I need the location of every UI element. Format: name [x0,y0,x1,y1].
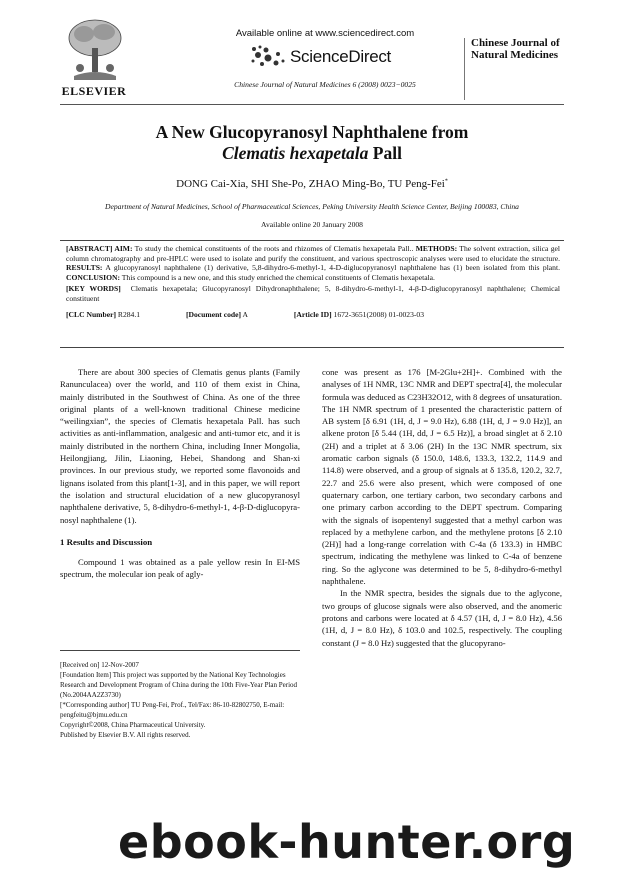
abstract-text: [ABSTRACT] AIM: To study the chemical constituents of the roots and rhizomes of Clematis hexapetala Pall.. METHODS: The solvent extraction, silica gel column chromatography and pre-HPLC were used to isolate and purify the constituent, and various spectroscopic analyses were used to elucidate the structure. RESULTS: A glucopyranosyl naphthalene (1) derivative, 5,8-dihydro-6-methyl-1, 4-D-diglucopyranosyl naphthalene has (1) been isolated from this plant. CONCLUSION: This compound is a new one, and this study enriched the chemical constituents of Clematis hexapetala. [66,244,560,282]
watermark: ebook-hunter.org [118,815,576,869]
article-title: A New Glucopyranosyl Naphthalene from Clematis hexapetala Pall [155,122,469,163]
publisher-name: ELSEVIER [61,84,127,98]
body-column-left [60,366,300,581]
section-heading: 1 Results and Discussion [60,536,153,547]
abstract-box [60,240,564,348]
classification-line: [CLC Number] R284.1 [Document code] A [Article ID] 1672-3651(2008) 01-0023-03 [66,309,425,319]
glucose-paragraph: In the NMR spectra, besides the signals due to the aglycone, two groups of glucose signals were also observed, and the anomeric protons and carbons were located at δ 4.57 (1H, d, J = 8.0 Hz), 4.56 (1H, d, J = 8.0 Hz), δ 103.0 and 102.5, respectively. The coupling constant (J = 8.0 Hz) suggested that the glucopyrano- [322,588,562,648]
nmr-paragraph: cone was present as 176 [M-2Glu+2H]+. Combined with the analyses of 1H NMR, 13C NMR and DEPT spectra[4], the molecular formula was deduced as C23H32O12, with 8 degrees of unsaturation. The 1H NMR spectrum of 1 presented the characteristic pattern of AB system [δ 6.91 (1H, d, J = 9.0 Hz), 6.88 (1H, d, J = 9.0 Hz)], an alkene proton [δ 5.44 (1H, dd, J = 6.5 Hz)], a broad singlet at δ 2.10 (2H) and a triplet at δ 3.06 (2H) In the 13C NMR spectrum, six aromatic carbon signals (δ 150.0, 148.6, 133.3, 132.2, 114.9 and 114.8) were observed, and a group of signals at δ 135.8, 120.2, 32.7, 22.7 and 25.6 were also present, which were composed of one quaternary carbon, one tertiary carbon, two secondary carbons and one primary carbon according to the DEPT spectrum. Comparing with the signals of isopentenyl suggested that a methyl carbon was replaced by a methylene carbon, and the methylene protons [δ 2.10 (2H)] had a long-range correlation with C-4a (δ 133.3) in HMBC spectrum, indicating the methylene was linked to C-4a of benzene ring. So the aglycone was determined to be 5, 8-dihydro-6-methyl naphthalene. [322,367,562,587]
sciencedirect-dots-icon [248,44,288,70]
foundation-item: [Foundation Item] This project was supported by the National Key Technologies Research and Development Program of China during the 10th Five-Year Plan Period (No.2004AA2Z3730) [60,671,298,699]
journal-citation-line: Chinese Journal of Natural Medicines 6 (2008) 0023−0025 [234,80,416,89]
publisher-rights: Published by Elsevier B.V. All rights reserved. [60,731,191,739]
journal-header [60,14,564,106]
header-divider [60,104,564,105]
intro-paragraph: There are about 300 species of Clematis genus plants (Family Ranunculacea) over the world, and 110 of them exist in China, mainly distributed in the Southwest of China. As one of the three original plants of a well-known traditional Chinese medicine “weilingxian”, the species of Clematis hexapetala Pall. has such activities as anti-inflammation, analgesic and anti-tumor etc, and it is mainly distributed in the northern China, including Inner Mongolia, Heilongjiang, Jilin, Liaoning, Hebei, Shandong and Shan-xi provinces. In our previous study, we reported some flavonoids and lignans isolated from this plant[1-3], and in this paper, we will report the isolation and structural elucidation of a new glucopyranosyl naphthalene derivative, 5, 8-dihydro-6-methyl-1, 4-β-D-diglucopyra-nosyl naphthalene (1). [60,367,300,525]
elsevier-logo [60,18,128,102]
journal-name: Chinese Journal of Natural Medicines [464,38,564,100]
author-list: DONG Cai-Xia, SHI She-Po, ZHAO Ming-Bo, TU Peng-Fei* [176,178,448,190]
elsevier-tree-icon [66,18,124,82]
footnote-divider [60,650,300,651]
available-online-link[interactable]: Available online at www.sciencedirect.com [235,28,415,39]
sciencedirect-logo[interactable] [248,44,408,70]
affiliation: Department of Natural Medicines, School of Pharmaceutical Sciences, Peking University Health Science Center, Beijing 100083, China [105,202,519,211]
sciencedirect-wordmark: ScienceDirect [290,47,391,66]
keywords: [KEY WORDS] Clematis hexapetala; Glucopyranosyl Dihydronaphthalene; 5, 8-dihydro-6-methyl-1, 4-β-D-diglucopyranosyl naphthalene; Chemical constituent [66,284,561,303]
footnotes [60,660,300,740]
available-online-date: Available online 20 January 2008 [261,220,363,229]
results-paragraph: Compound 1 was obtained as a pale yellow resin In EI-MS spectrum, the molecular ion peak of agly- [60,557,300,580]
body-column-right [322,366,562,649]
corresponding-author: [*Corresponding author] TU Peng-Fei, Prof., Tel/Fax: 86-10-82802750, E-mail: pengfeitu@bjmu.edu.cn [60,701,285,719]
received-date: [Received on] 12-Nov-2007 [60,661,139,669]
copyright: Copyright©2008, China Pharmaceutical University. [60,721,206,729]
